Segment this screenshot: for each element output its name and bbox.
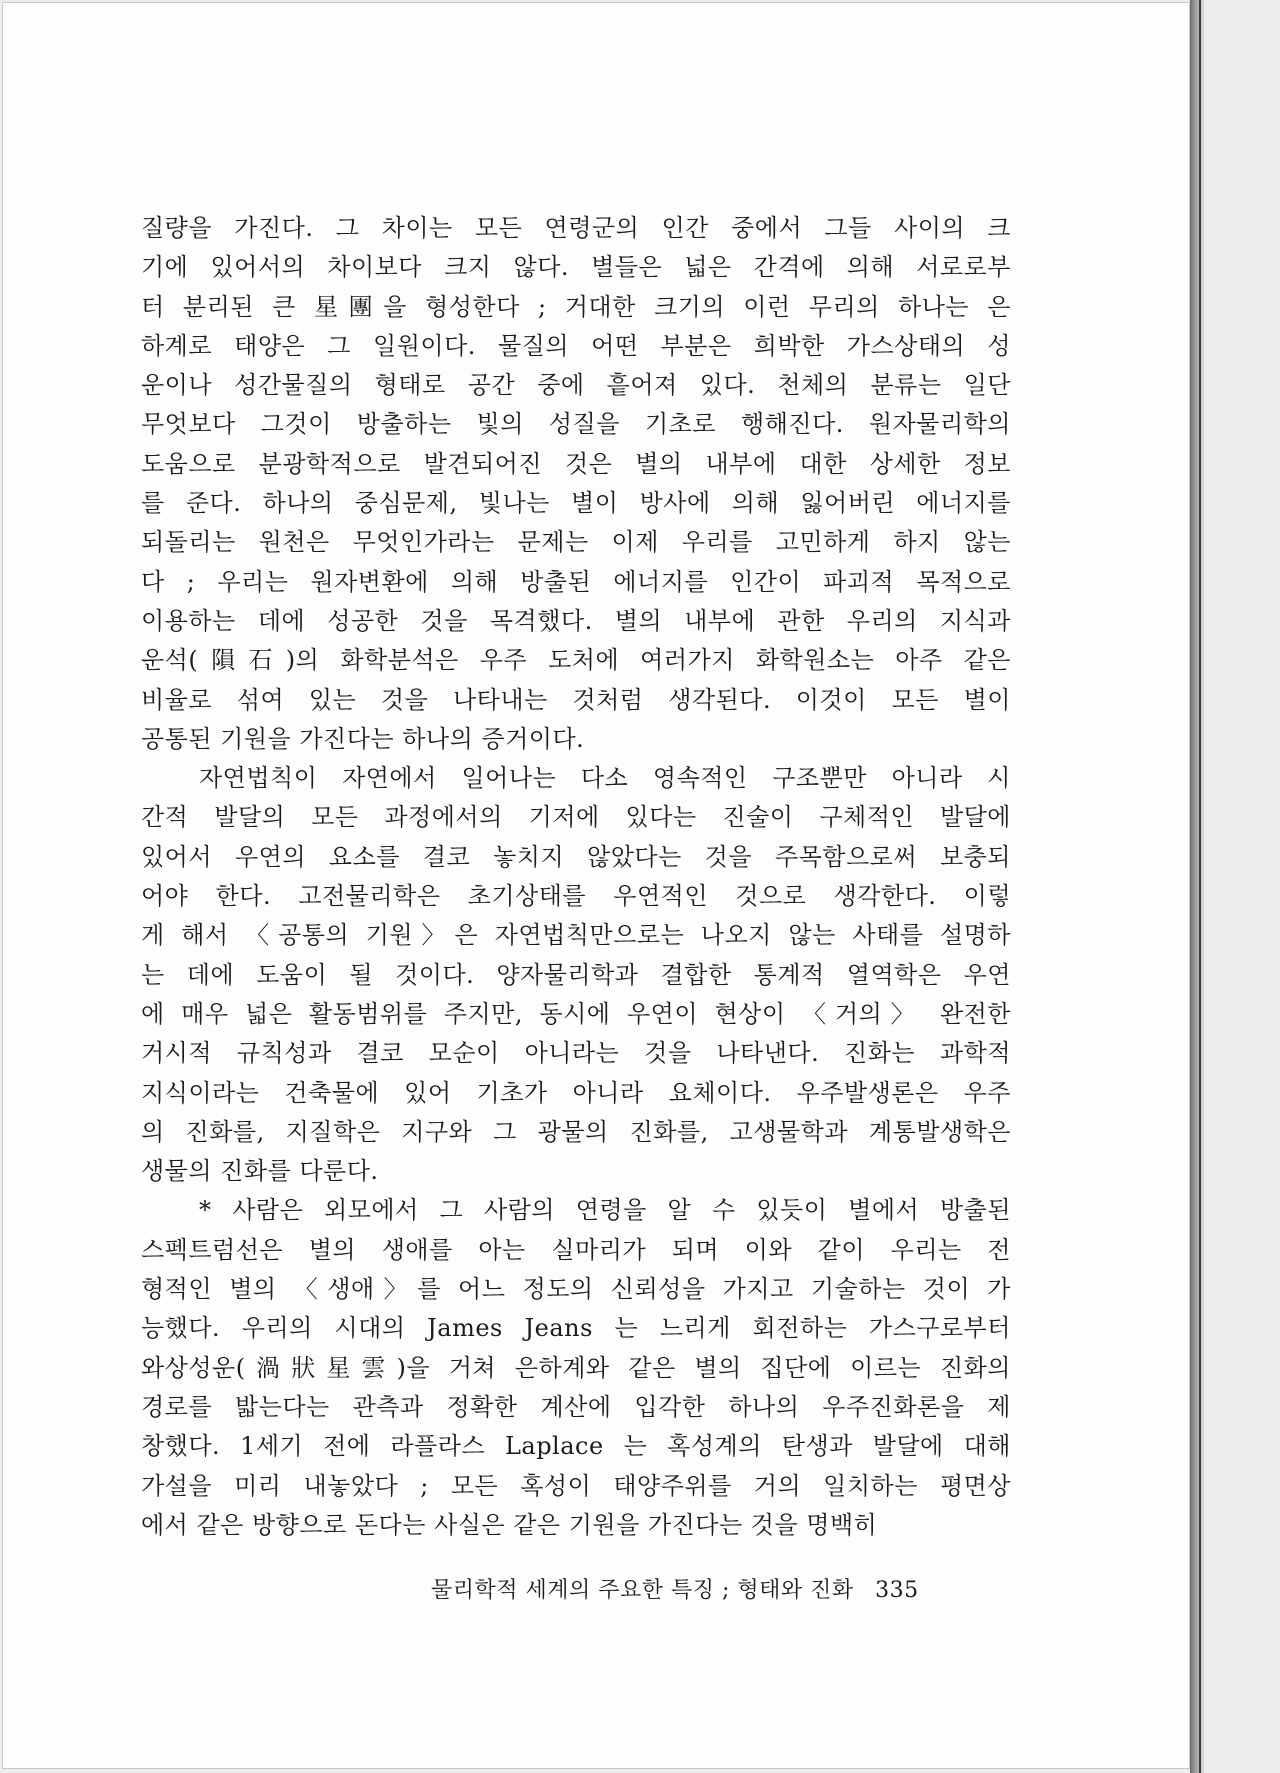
text-line: 운석(隕石)의 화학분석은 우주 도처에 여러가지 화학원소는 아주 같은 — [141, 646, 1011, 675]
text-line: 창했다. 1세기 전에 라플라스 Laplace 는 혹성계의 탄생과 발달에 대해 — [141, 1432, 1011, 1461]
text-line: 와상성운(渦狀星雲)을 거쳐 은하계와 같은 별의 집단에 이르는 진화의 — [141, 1353, 1011, 1382]
paragraph — [141, 1191, 1011, 1545]
text-line: 스펙트럼선은 별의 생애를 아는 실마리가 되며 이와 같이 우리는 전 — [141, 1235, 1011, 1264]
text-line: 의 진화를, 지질학은 지구와 그 광물의 진화를, 고생물학과 계통발생학은 — [141, 1117, 1011, 1146]
text-line: 질량을 가진다. 그 차이는 모든 연령군의 인간 중에서 그들 사이의 크 — [141, 214, 1011, 242]
text-line: 게 해서 〈공통의 기원〉은 자연법칙만으로는 나오지 않는 사태를 설명하 — [141, 921, 1011, 950]
text-line: 간적 발달의 모든 과정에서의 기저에 있다는 진술이 구체적인 발달에 — [141, 803, 1011, 832]
page-spine-shadow — [1190, 0, 1204, 1773]
running-footer — [431, 1573, 1011, 1609]
text-line: 경로를 밟는다는 관측과 정확한 계산에 입각한 하나의 우주진화론을 제 — [141, 1392, 1011, 1421]
text-line: 생물의 진화를 다룬다. — [141, 1157, 379, 1186]
body-text — [141, 209, 1011, 1545]
paragraph — [141, 209, 1011, 759]
page-number: 335 — [875, 1578, 919, 1603]
text-line: 이용하는 데에 성공한 것을 목격했다. 별의 내부에 관한 우리의 지식과 — [141, 606, 1011, 635]
text-line: 지식이라는 건축물에 있어 기초가 아니라 요체이다. 우주발생론은 우주 — [141, 1078, 1011, 1107]
text-line: 무엇보다 그것이 방출하는 빛의 성질을 기초로 행해진다. 원자물리학의 — [141, 410, 1011, 439]
text-line: * 사람은 외모에서 그 사람의 연령을 알 수 있듯이 별에서 방출된 — [199, 1196, 1011, 1225]
text-line: 다 ; 우리는 원자변환에 의해 방출된 에너지를 인간이 파괴적 목적으로 — [141, 567, 1011, 596]
text-line: 를 준다. 하나의 중심문제, 빛나는 별이 방사에 의해 잃어버린 에너지를 — [141, 489, 1011, 518]
text-line: 되돌리는 원천은 무엇인가라는 문제는 이제 우리를 고민하게 하지 않는 — [141, 528, 1011, 557]
text-line: 하계로 태양은 그 일원이다. 물질의 어떤 부분은 희박한 가스상태의 성 — [141, 331, 1011, 360]
text-line: 능했다. 우리의 시대의 James Jeans 는 느리게 회전하는 가스구로부터 — [141, 1314, 1011, 1343]
text-line: 비율로 섞여 있는 것을 나타내는 것처럼 생각된다. 이것이 모든 별이 — [141, 685, 1011, 714]
text-line: 자연법칙이 자연에서 일어나는 다소 영속적인 구조뿐만 아니라 시 — [199, 764, 1011, 793]
text-line: 에 매우 넓은 활동범위를 주지만, 동시에 우연이 현상이 〈거의〉 완전한 — [141, 999, 1011, 1028]
text-line: 에서 같은 방향으로 돈다는 사실은 같은 기원을 가진다는 것을 명백히 — [141, 1510, 878, 1539]
paragraph — [141, 759, 1011, 1191]
text-line: 기에 있어서의 차이보다 크지 않다. 별들은 넓은 간격에 의해 서로로부 — [141, 253, 1011, 282]
book-page — [2, 2, 1190, 1769]
text-line: 거시적 규칙성과 결코 모순이 아니라는 것을 나타낸다. 진화는 과학적 — [141, 1039, 1011, 1068]
text-line: 형적인 별의 〈생애〉를 어느 정도의 신뢰성을 가지고 기술하는 것이 가 — [141, 1275, 1011, 1304]
running-title: 물리학적 세계의 주요한 특징 ; 형태와 진화 — [431, 1578, 854, 1603]
text-line: 공통된 기원을 가진다는 하나의 증거이다. — [141, 724, 585, 753]
text-line: 있어서 우연의 요소를 결코 놓치지 않았다는 것을 주목함으로써 보충되 — [141, 842, 1011, 871]
text-line: 운이나 성간물질의 형태로 공간 중에 흩어져 있다. 천체의 분류는 일단 — [141, 371, 1011, 400]
text-line: 가설을 미리 내놓았다 ; 모든 혹성이 태양주위를 거의 일치하는 평면상 — [141, 1471, 1011, 1500]
text-line: 터 분리된 큰 星團을 형성한다 ; 거대한 크기의 이런 무리의 하나는 은 — [141, 292, 1011, 321]
text-line: 는 데에 도움이 될 것이다. 양자물리학과 결합한 통계적 열역학은 우연 — [141, 960, 1011, 989]
page-spine-edge — [1199, 0, 1201, 1773]
text-line: 도움으로 분광학적으로 발견되어진 것은 별의 내부에 대한 상세한 정보 — [141, 449, 1011, 478]
text-line: 어야 한다. 고전물리학은 초기상태를 우연적인 것으로 생각한다. 이렇 — [141, 882, 1011, 911]
